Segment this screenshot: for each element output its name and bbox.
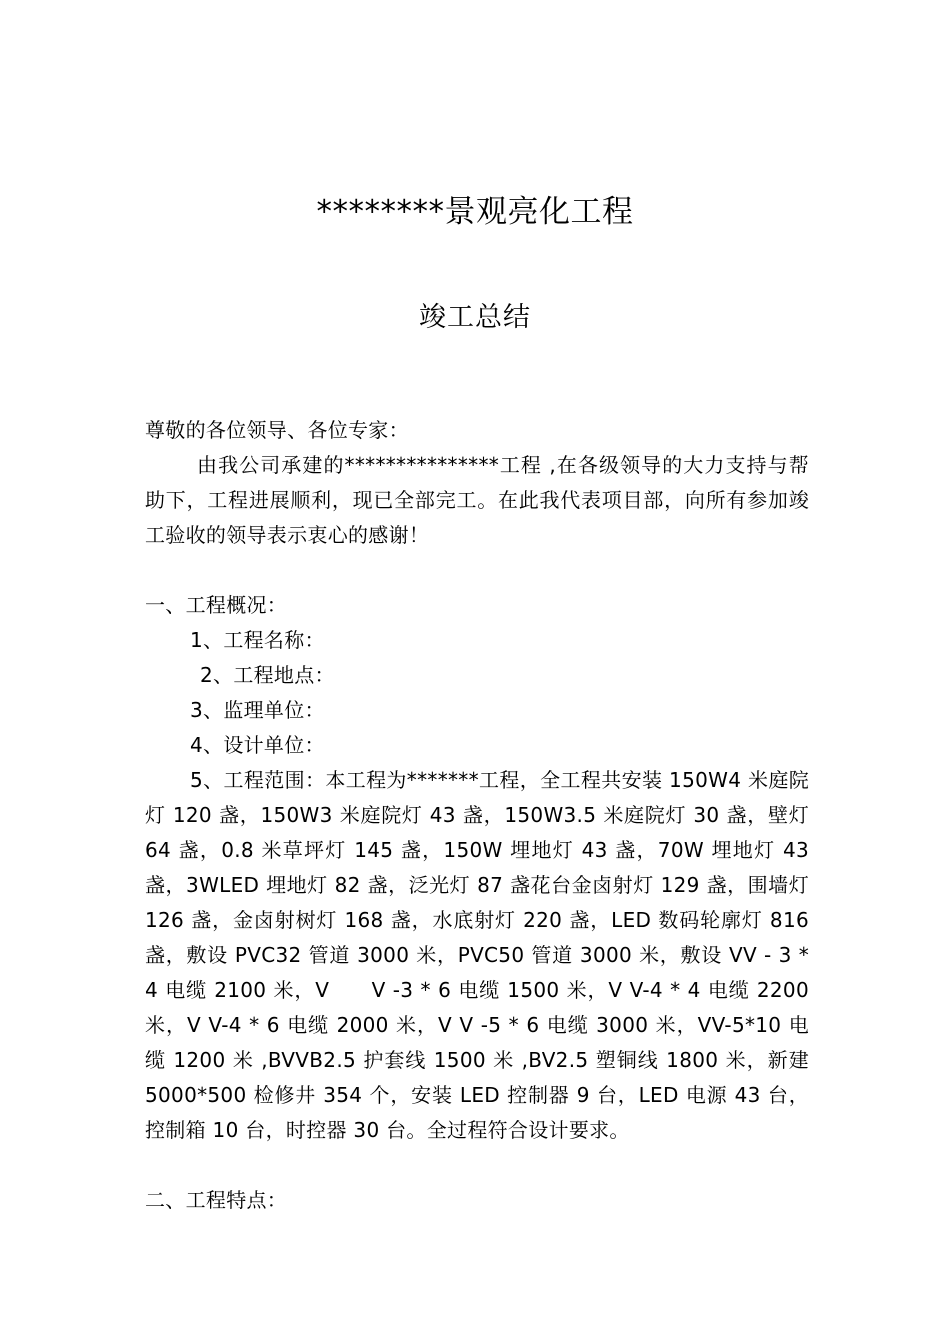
list-item-project-scope: 5、工程范围：本工程为*******工程，全工程共安装 150W4 米庭院灯 120 盏，150W3 米庭院灯 43 盏，150W3.5 米庭院灯 30 盏，壁灯 64 盏，0.8 米草坪灯 145 盏，150W 埋地灯 43 盏，70W 埋地灯 43 盏，3WLED 埋地灯 82 盏，泛光灯 87 盏花台金卤射灯 129 盏，围墙灯 126 盏，金卤射树灯 168 盏，水底射灯 220 盏，LED 数码轮廓灯 816 盏，敷设 PVC32 管道 3000 米，PVC50 管道 3000 米，敷设 VV - 3 * 4 电缆 2100 米，V V -3 * 6 电缆 1500 米，V V-4 * 4 电缆 2200 米，V V-4 * 6 电缆 2000 米，V V -5 * 6 电缆 3000 米，VV-5*10 电缆 1200 米 ,BVVB2.5 护套线 1500 米 ,BV2.5 塑铜线 1800 米，新建 5000*500 检修井 354 个，安装 LED 控制器 9 台，LED 电源 43 台，控制箱 10 台，时控器 30 台。全过程符合设计要求。 xyxy=(145,768,809,1142)
section-heading-overview: 一、工程概况： xyxy=(145,593,288,617)
document-subtitle: 竣工总结 xyxy=(419,302,531,333)
list-item-design-unit: 4、设计单位： xyxy=(190,733,325,757)
document-title: ********景观亮化工程 xyxy=(316,194,634,230)
salutation: 尊敬的各位领导、各位专家： xyxy=(145,418,409,442)
list-item-project-name: 1、工程名称： xyxy=(190,628,325,652)
list-item-supervision-unit: 3、监理单位： xyxy=(190,698,325,722)
section-heading-features: 二、工程特点： xyxy=(145,1188,288,1212)
intro-paragraph: 由我公司承建的***************工程 ,在各级领导的大力支持与帮助下，工程进展顺利，现已全部完工。在此我代表项目部，向所有参加竣工验收的领导表示衷心的感谢！ xyxy=(145,453,809,547)
list-item-project-location: 2、工程地点： xyxy=(200,663,335,687)
